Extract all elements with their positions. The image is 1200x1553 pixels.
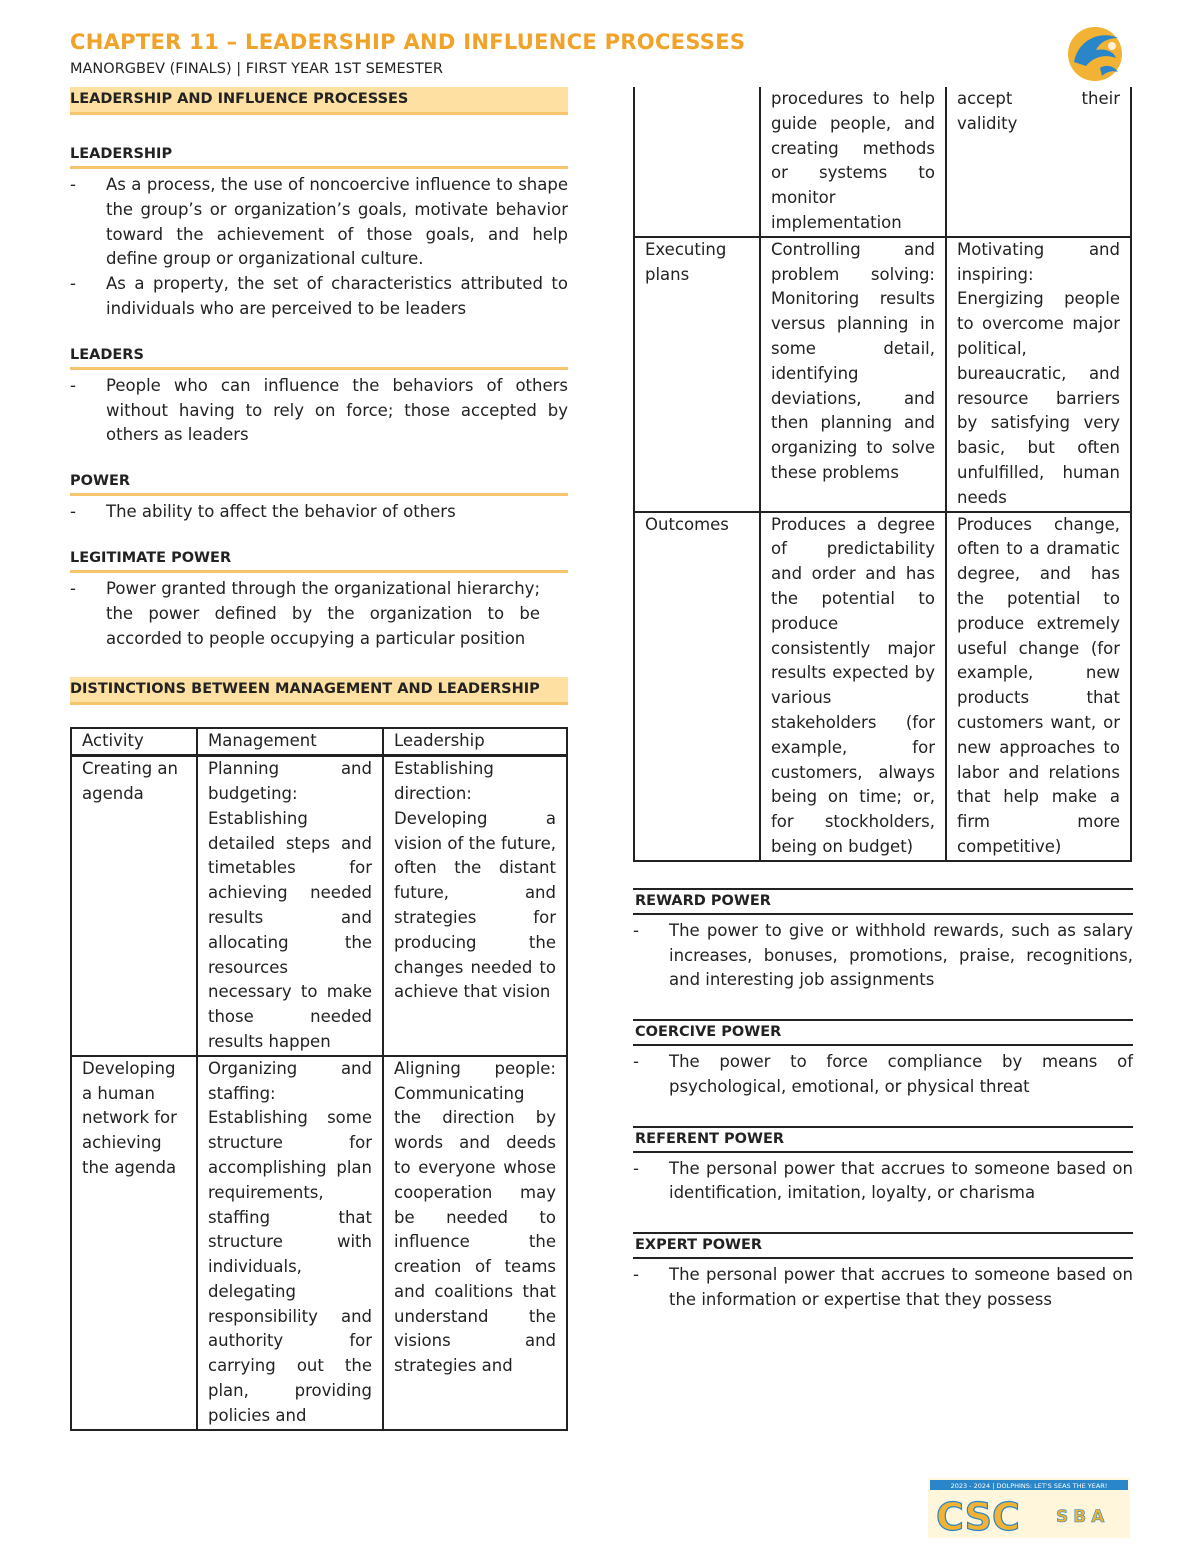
table-header-cell: Activity (71, 728, 197, 755)
list-item: - The ability to affect the behavior of others (70, 500, 568, 525)
table-cell: procedures to help guide people, and creating methods or systems to monitor implementation (760, 87, 946, 237)
page-subtitle: MANORGBEV (FINALS) | FIRST YEAR 1ST SEMESTER (70, 61, 443, 77)
leaders-heading: LEADERS (70, 346, 568, 370)
table-cell: Produces a degree of predictability and order and has the potential to produce consistently major results expected by various stakeholders (for example, for customers, always being on time; or, for stockholders, being on budget) (760, 512, 946, 861)
logo-tagline: 2023 - 2024 | DOLPHINS: LET'S SEAS THE YEAR! (950, 1482, 1108, 1490)
left-column (70, 87, 568, 1431)
table-cell: Planning and budgeting: Establishing detailed steps and timetables for achieving needed results and allocating the resources necessary to make those needed results happen (197, 756, 383, 1056)
table-cell: Produces change, often to a dramatic degree, and has the potential to produce extremely useful change (for example, new products that customers want, or new approaches to labor and relations that help make a firm more competitive) (946, 512, 1131, 861)
power-heading: POWER (70, 472, 568, 496)
list-item: - The personal power that accrues to someone based on the information or expertise that they possess (633, 1263, 1133, 1313)
table-cell: Executing plans (634, 237, 760, 512)
list-item: - The power to force compliance by means of psychological, emotional, or physical threat (633, 1050, 1133, 1100)
table-cell: accept their validity (946, 87, 1131, 237)
list-item: - Power granted through the organizational hierarchy; the power defined by the organization to be accorded to people occupying a particular position (70, 577, 568, 651)
table-header-cell: Management (197, 728, 383, 755)
csc-sba-logo-icon (928, 1478, 1130, 1538)
table-cell: Creating an agenda (71, 756, 197, 1056)
table-row (634, 512, 1131, 861)
table-cell (634, 87, 760, 237)
table-cell: Aligning people: Communicating the direction by words and deeds to everyone whose cooperation may be needed to influence the creation of teams and coalitions that understand the visions and strategies and (383, 1056, 567, 1430)
expert-power-section (633, 1232, 1133, 1313)
table-cell: Organizing and staffing: Establishing some structure for accomplishing plan requirements, staffing that structure with individuals, delegating responsibility and authority for carrying out the plan, providing policies and (197, 1056, 383, 1430)
list-item: - The personal power that accrues to someone based on identification, imitation, loyalty, or charisma (633, 1157, 1133, 1207)
logo-sub-text: SBA (1056, 1507, 1110, 1527)
legitimate-power-heading: LEGITIMATE POWER (70, 549, 568, 573)
logo-main-text: CSC (936, 1495, 1020, 1538)
legitimate-power-list (70, 577, 568, 651)
referent-power-heading: REFERENT POWER (633, 1126, 1133, 1153)
table-cell: Controlling and problem solving: Monitoring results versus planning in some detail, identifying deviations, and then planning and organizing to solve these problems (760, 237, 946, 512)
table-row (71, 756, 567, 1056)
table-cell: Outcomes (634, 512, 760, 861)
power-list (70, 500, 568, 525)
table-cell: Establishing direction: Developing a vision of the future, often the distant future, and strategies for producing the changes needed to achieve that vision (383, 756, 567, 1056)
list-item: - As a process, the use of noncoercive influence to shape the group’s or organization’s goals, motivate behavior toward the achievement of those goals, and help define group or organizational culture. (70, 173, 568, 272)
distinctions-table-continued (633, 87, 1132, 862)
leaders-list (70, 374, 568, 448)
coercive-power-heading: COERCIVE POWER (633, 1019, 1133, 1046)
dolphin-logo-icon (1060, 22, 1130, 84)
table-row (71, 1056, 567, 1430)
table-row (634, 87, 1131, 237)
table-cell: Developing a human network for achieving the agenda (71, 1056, 197, 1430)
right-column (633, 87, 1133, 1313)
leadership-heading: LEADERSHIP (70, 145, 568, 169)
leadership-list (70, 173, 568, 322)
table-row (634, 237, 1131, 512)
table-header-row (71, 728, 567, 755)
list-item: - The power to give or withhold rewards, such as salary increases, bonuses, promotions, praise, recognitions, and interesting job assignments (633, 919, 1133, 993)
page-title: CHAPTER 11 – LEADERSHIP AND INFLUENCE PROCESSES (70, 30, 746, 54)
coercive-power-section (633, 1019, 1133, 1100)
expert-power-heading: EXPERT POWER (633, 1232, 1133, 1259)
reward-power-section (633, 888, 1133, 993)
section-banner: LEADERSHIP AND INFLUENCE PROCESSES (70, 87, 568, 115)
reward-power-heading: REWARD POWER (633, 888, 1133, 915)
distinctions-banner: DISTINCTIONS BETWEEN MANAGEMENT AND LEADERSHIP (70, 677, 568, 705)
table-header-cell: Leadership (383, 728, 567, 755)
referent-power-section (633, 1126, 1133, 1207)
list-item: - People who can influence the behaviors of others without having to rely on force; those accepted by others as leaders (70, 374, 568, 448)
table-cell: Motivating and inspiring: Energizing people to overcome major political, bureaucratic, and resource barriers by satisfying very basic, but often unfulfilled, human needs (946, 237, 1131, 512)
list-item: - As a property, the set of characteristics attributed to individuals who are perceived to be leaders (70, 272, 568, 322)
distinctions-table (70, 727, 568, 1430)
